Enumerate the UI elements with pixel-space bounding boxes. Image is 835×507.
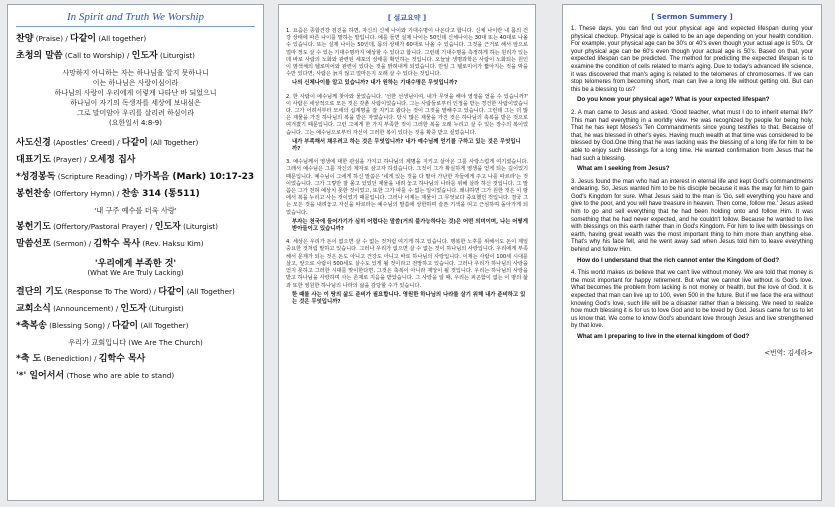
offertory-song-title: '내 구주 예수를 더욱 사랑' xyxy=(94,206,177,215)
english-question-2: What am I seeking from Jesus? xyxy=(577,165,670,173)
sermon-title-english: (What We Are Truly Lacking) xyxy=(87,269,184,277)
english-paragraph-4: 4. This world makes us believe that we can't live without money. We are told that money is the most important for happy retirement. But what we cannot live without is God's love. What becomes the problem from lacking is not money or health, but the love of God. It is expected that man can live up to 100, even 500 in the future. But if we face the era without knowing God's love, such life will be a disaster rather than a blessing. We need to realize how much blessing it is for us to love God and to be loved by God. Jesus came for us to let us know that. We come to know God's abundant love through Jesus and live strengthened by that love. xyxy=(571,270,813,330)
order-praise: 찬양 (Praise) / 다같이 (All together) xyxy=(16,34,147,44)
order-benediction: *축 도 (Benediction) / 김학수 목사 xyxy=(16,354,146,364)
english-paragraph-3: 3. Jesus found the man who had an interest in eternal life and kept God's commandments endearing. So, Jesus wanted him to be his disciple because it was the way for him to gain God's Kingdom for sure. What Jesus said to the man is 'Go, sell everything you have and give to the poor, and you will have treasure in heaven. Then come, follow me.' Jesus asked him to go and sell everything that he had been holding onto and follow Him. It was something that he had never expected, and he couldn't follow. Because he wanted to live with blessings on this earth rather than in God's Kingdom. For him to live with blessings on earth, having great wealth was the most important thing to him more than anything else. That's why his face fell, and he went away sad when Jesus told him to leave everything behind and follow Him. xyxy=(571,178,813,254)
order-offertory-prayer: 봉헌기도 (Offertory/Pastoral Prayer) / 인도자 (Liturgist) xyxy=(16,222,219,232)
stand-note: '*' 일어서서 (Those who are able to stand) xyxy=(16,371,175,381)
english-summary-heading: [ Sermon Summery ] xyxy=(651,13,733,21)
sermon-title-box xyxy=(16,256,255,277)
korean-question-1: 나의 신체나이를 알고 있습니까? 내가 원하는 기대수명은 무엇입니까? xyxy=(292,80,458,87)
english-question-4: What am I preparing to live in the eternal kingdom of God? xyxy=(577,332,750,340)
order-sermon: 말씀선포 (Sermon) / 김학수 목사 (Rev. Haksu Kim) xyxy=(16,239,204,249)
order-prayer: 대표기도 (Prayer) / 오세정 집사 xyxy=(16,155,136,165)
english-question-1: Do you know your physical age? What is your expected lifespan? xyxy=(577,96,770,104)
order-response: 결단의 기도 (Response To The Word) / 다같이 (All Together) xyxy=(16,287,235,297)
korean-summary-panel xyxy=(278,4,536,501)
translator-credit: <번역: 김세라> xyxy=(764,348,813,357)
order-blessing-song: *축복송 (Blessing Song) / 다같이 (All Together) xyxy=(16,321,189,331)
korean-question-4: 한 때를 사는 이 땅의 삶도 준비가 필요합니다. 영원한 하나님의 나라를 살기 위해 내가 준비하고 있는 것은 무엇입니까? xyxy=(292,291,526,305)
korean-question-3: 부자는 천국에 들어가기가 심히 어렵다는 말씀(거의 불가능하다는 것)은 어떤 의미이며, 나는 어떻게 받아들이고 있습니까? xyxy=(292,218,528,233)
sermon-title: '우리에게 부족한 것' xyxy=(94,259,177,269)
order-offertory-hymn: 봉헌찬송 (Offertory Hymn) / 찬송 314 (통511) xyxy=(16,189,200,199)
english-question-3: How do I understand that the rich cannot enter the Kingdom of God? xyxy=(577,256,780,264)
korean-paragraph-4: 4. 세상은 우리가 돈이 없으면 살 수 없는 것처럼 여기게 하고 있습니다. 행복한 노후를 위해서도 돈이 제일 중요한 것처럼 말하고 있습니다. 그러나 우리가 없으면 살 수 없는 것이 하나님의 사랑입니다. 우리에게 부족해서 문제가 되는 것은 돈도 아니고 건강도 아니고 바로 하나님의 사랑입니다. 이제는 사람이 100세 시대를 살고, 앞으로 사람이 500세도 살수도 있게 될 것이라고 전망하고 있습니다. 그러나 우리가 하나님의 사랑을 얻지 못하고 그러한 시대를 맞이한다면, 그것은 축복이 아니라 재앙이 될 것입니다. 우리는 하나님의 사랑을 받고 하나님을 사랑하며 사는 존재로 지음을 받았습니다. 그 사랑을 알 때, 우리는 피곤함이 없는 이 땅의 삶과 또한 영원한 하나님의 나라의 삶을 감당할 수가 있습니다. xyxy=(286,239,528,289)
english-summary-panel xyxy=(562,4,822,501)
order-announcement: 교회소식 (Announcement) / 인도자 (Liturgist) xyxy=(16,304,184,314)
korean-question-2: 내가 부족해서 채우려고 하는 것은 무엇입니까? 내가 예수님께 얻기를 구하고 있는 것은 무엇입니까? xyxy=(292,138,521,153)
order-call-to-worship: 초청의 말씀 (Call to Worship) / 인도자 (Liturgist) xyxy=(16,51,195,61)
korean-paragraph-1: 1. 요즘은 종합건강 검진을 하면, 자신의 신체 나이와 기대수명이 나온다고 합니다. 신체 나이란 내 몸의 건강 상태에 따른 나이를 말하는 말입니다. 예를 들면 실제 나이는 50인데 신체나이는 30대 또는 40대로 나올 수 있습니다. 또는 실제 나이는 50인데, 몸의 상태가 60대로 나올 수 있습니다. 그것을 근거로 해서 앞으로 얼마 정도 살 수 있는 기대수명까지 예상할 수 있다고 합니다. 그런데 기대수명을 측정하게 하는 원리가 있는데 바로 사람의 노화와 관련된 세포의 상태를 확인하는 것입니다. 오늘날 생명과학은 사람이 노화되는 원인이 염색체의 텔로미어와 관련이 있다는 것을 밝혀내게 되었습니다. 만일 그 텔로미어가 짧아지는 것을 막을 수만 있다면, 사람은 늙지 않고 얼마든지 오래 살 수 있다는 것입니다. xyxy=(286,28,528,78)
worship-title: In Spirit and Truth We Worship xyxy=(16,11,255,27)
korean-paragraph-3: 3. 예수님께서 영생에 대한 관심을 가지고 하나님의 계명을 지키고 살아온 그를 사랑스럽게 여기셨습니다. 그래서 예수님은 그를 자신의 제자로 삼고자 하셨습니다. 그것이 그가 확실하게 영생을 얻게 되는 길이었기 때문입니다. 예수님이 그에게 하신 말씀은 '네게 있는 것을 다 팔아 가난한 자들에게 주고 나를 따르라'는 것이었습니다. 그가 그렇만 잘 몰고 있었던 재물을 내려 놓고 하나님의 나라를 위해 살라 하신 것입니다. 그 말씀은 그가 전혀 예상치 못한 것이었고, 또한 그가 따를 수 없는 일이었습니다. 왜냐하면 그가 원한 것은 이 땅에서 복을 누리고 사는 것이었기 때문입니다. 그러나 이제는 재물이 그 무엇보다 중요했던 것입니다. 결국 그는 모든 것을 내려놓고 자신을 따르라는 예수님의 말씀에 상한하며 슬픈 기색을 띠고 근심하며 돌아가게 되었습니다. xyxy=(286,159,528,216)
order-scripture: *성경봉독 (Scripture Reading) / 마가복음 (Mark) 10:17-23 xyxy=(16,172,255,182)
korean-paragraph-2: 2. 한 사람이 예수님께 찾아와 물었습니다. '선한 선생님이여, 내가 무엇을 해야 영생을 얻을 수 있습니까?' 이 사람은 세상적으로 모든 것은 갖춘 사람이었습니다. 그는 사람들로부터 인정을 받는 경건한 사람이었습니다. 그가 어려서부터 모세의 십계명을 잘 지키고 왔다는 것이 그것을 말해주고 있습니다. 그런데 그는 더 많은 재물을 가진 하나님의 복을 받은 자였습니다. 당시 많은 재물을 가진 것은 하나님의 축복을 받은 것으로 여겨졌기 때문입니다. 그런 그에게 한 가지 부족한 것이 그러한 복을 오래 누리고 살 수 있는 장수의 복이었습니다. 그는 예수님으로부터 자신이 그러한 복이 있다는 것을 확증 받고 싶었습니다. xyxy=(286,93,528,136)
blessing-song-title: 우리가 교회입니다 (We Are The Church) xyxy=(68,338,203,347)
call-to-worship-text: 사망하지 아니하는 자는 하나님을 알지 못하나니 이는 하나님은 사랑이심이라 하나님의 사랑이 우리에게 이렇게 나타난 바 되었으니 하나님이 자기의 독생자를 세상에 보내심은 그로 말미암아 우리를 살리려 하심이라 (요한일서 4:8-9) xyxy=(54,69,217,127)
english-paragraph-1: 1. These days, you can find out your physical age and expected lifespan during your physical checkup. Physical age is called to be an age depending on your health condition. For example, your physical age can be 30's or 40's even though your actual age is 50's. Or your physical age can be 60's even though your actual age is 50's. Based on that, your expected lifespan can be predicted. The method for predicting the expected lifespan is to examine the condition of cells related to man's aging. Due to today's advanced life science, it was discovered that man's aging is related to the telomeres of chromosomes. If we can stop telomeres from becoming short, man can live a long life without getting old. But can this be a blessing to us? xyxy=(571,26,813,93)
order-creed: 사도신경 (Apostles' Creed) / 다같이 (All Together) xyxy=(16,138,199,148)
worship-order-panel xyxy=(7,4,264,501)
english-paragraph-2: 2. A man came to Jesus and asked. 'Good teacher, what must I do to inherit eternal life?' This man had everything in a worldly view. He was recognized by people for being holy. That he has kept Moses's Ten Commandments since young testifies to that. Because of that, he was blessed in other's eyes. Having much wealth at that time was considered to be blessed by God.One thing that he was lacking was the blessing of a long life for him to be able to enjoy such blessings for a long time. He wanted confirmation from Jesus that he had such a blessing. xyxy=(571,109,813,162)
korean-summary-heading: [ 설교요약 ] xyxy=(387,14,427,22)
